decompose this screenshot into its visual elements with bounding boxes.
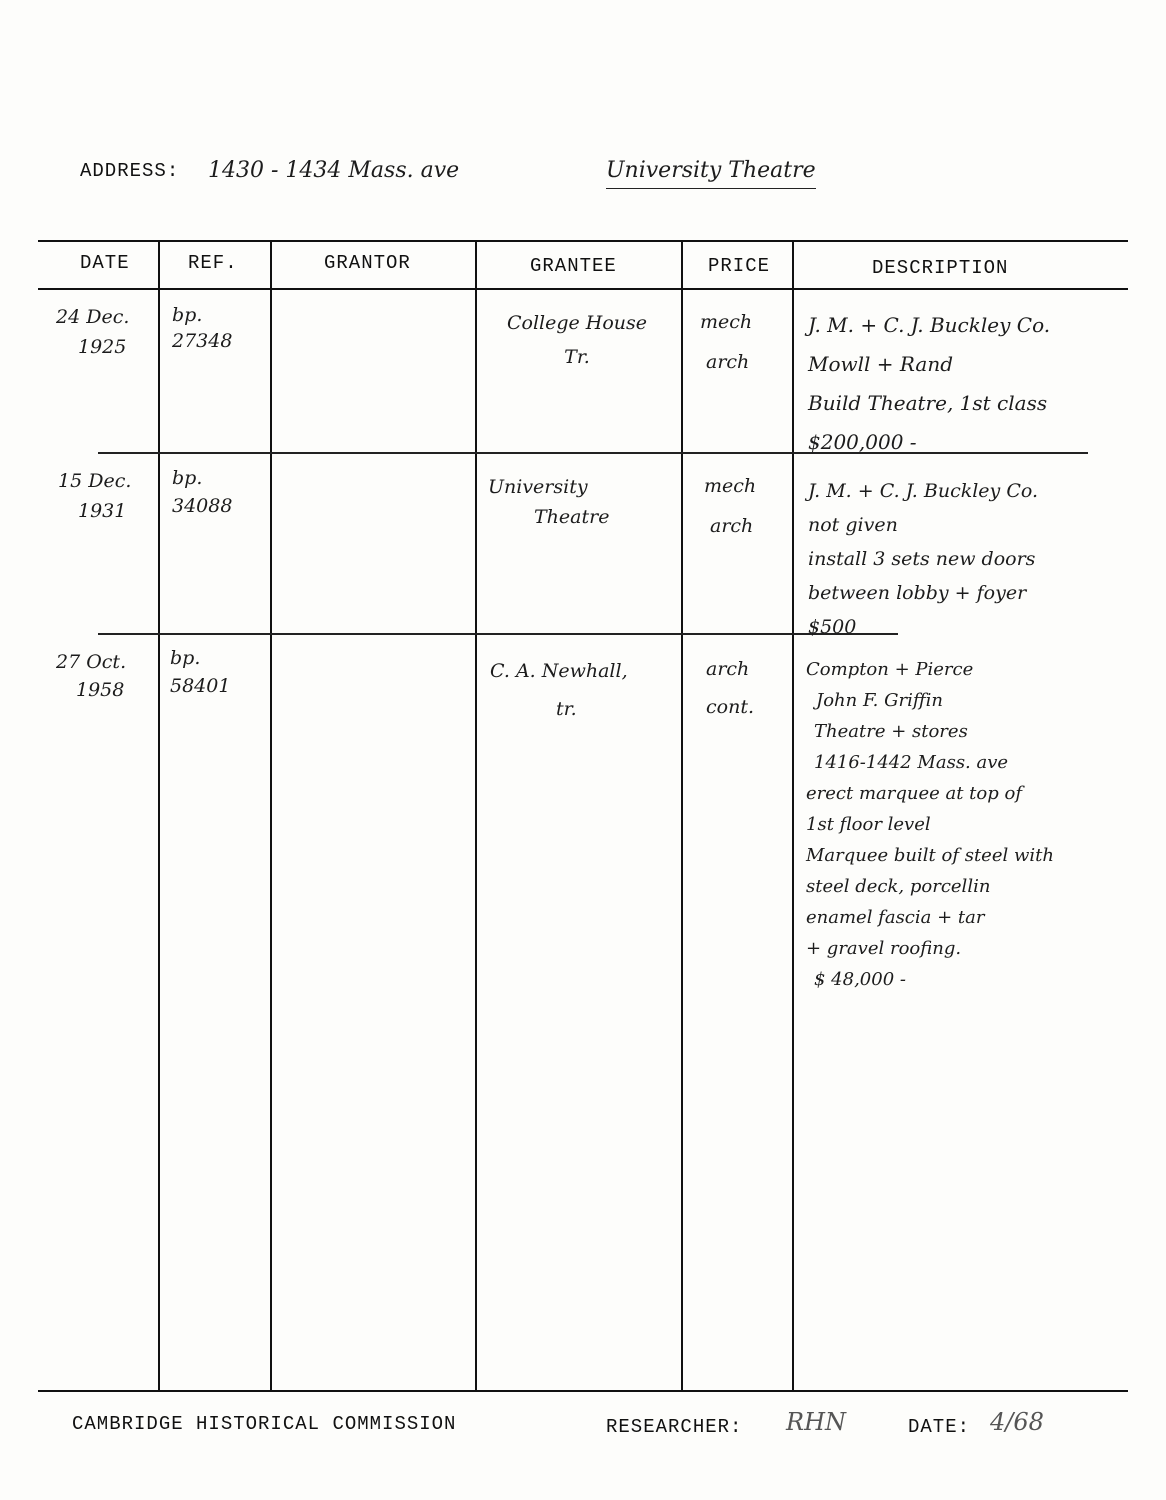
row-1-date: 24 Dec. 1925 (56, 306, 130, 358)
researcher-value: RHN (786, 1408, 846, 1436)
table-top-rule (38, 240, 1128, 242)
row-1-grantee: College House Tr. (506, 312, 648, 368)
row-1-price: mech arch (700, 311, 753, 373)
row-3-date: 27 Oct. 1958 (56, 651, 127, 701)
row-1-ref: bp. 27348 (172, 304, 233, 352)
row-2-date: 15 Dec. 1931 (58, 470, 132, 522)
row-2-description: J. M. + C. J. Buckley Co. not given install 3 sets new doors between lobby + foyer $500 (808, 480, 1039, 638)
commission-name: CAMBRIDGE HISTORICAL COMMISSION (72, 1413, 457, 1435)
row-2-grantee: University Theatre (488, 476, 610, 528)
col-header-grantee: GRANTEE (530, 255, 617, 277)
col-divider-3 (475, 240, 477, 1390)
row-3-description: Compton + Pierce John F. Griffin Theatre + stores 1416-1442 Mass. ave erect marquee at top of 1st floor level Marquee built of steel with steel deck, porcellin enamel fascia + tar + gravel roofing. $ 48,000 - (806, 659, 1054, 990)
address-value: 1430 - 1434 Mass. ave (208, 158, 460, 183)
row-2-ref: bp. 34088 (172, 467, 233, 517)
sheet-date-value: 4/68 (990, 1408, 1044, 1436)
table-header-rule (38, 288, 1128, 290)
col-header-description: DESCRIPTION (872, 257, 1009, 279)
col-divider-4 (681, 240, 683, 1390)
researcher-label: RESEARCHER: (606, 1416, 743, 1438)
row-1-description: J. M. + C. J. Buckley Co. Mowll + Rand Build Theatre, 1st class $200,000 - (808, 313, 1051, 454)
property-name: University Theatre (606, 160, 816, 189)
sheet-date-label: DATE: (908, 1416, 971, 1438)
col-header-price: PRICE (708, 255, 771, 277)
row-2-price: mech arch (704, 475, 757, 537)
row-separator (98, 633, 898, 635)
col-header-grantor: GRANTOR (324, 252, 411, 274)
col-divider-1 (158, 240, 160, 1390)
col-header-ref: REF. (188, 252, 238, 274)
row-3-ref: bp. 58401 (170, 647, 231, 697)
table-bottom-rule (38, 1390, 1128, 1392)
col-divider-5 (792, 240, 794, 1390)
row-3-price: arch cont. (706, 658, 754, 718)
col-divider-2 (270, 240, 272, 1390)
address-label: ADDRESS: (80, 160, 180, 182)
col-header-date: DATE (80, 252, 130, 274)
row-3-grantee: C. A. Newhall, tr. (490, 660, 628, 720)
